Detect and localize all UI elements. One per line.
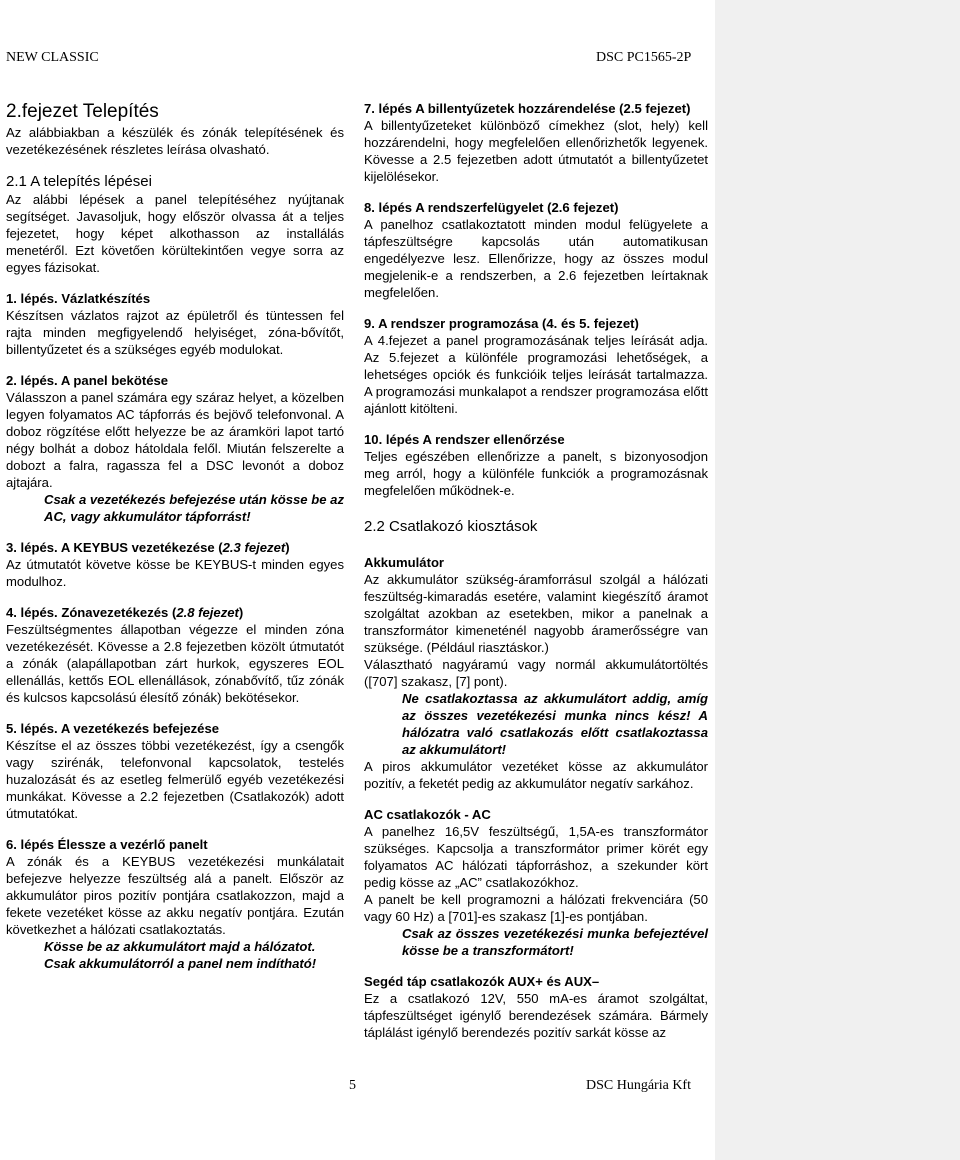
section-2-1-title: 2.1 A telepítés lépései <box>6 173 152 190</box>
step3-title-ref: 2.3 fejezet <box>222 540 286 555</box>
margin-panel <box>715 0 960 1160</box>
ac-text-1: A panelhez 16,5V feszültségű, 1,5A-es transzformátor szükséges. Kapcsolja a transzformátor primer körét egy folyamatos AC hálózati tápforráshoz, a szekunder kört pedig kösse az „AC” csatlakozókhoz. <box>364 824 708 890</box>
step6-text: A zónák és a KEYBUS vezetékezési munkálatait befejezve helyezze feszültség alá a panelt. Először az akkumulátor piros pozitív pontjára csatlakozzon, majd a fekete vezetéket kösse az akku negatív pontjára. Ezután következhet a hálózati csatlakoztatás. <box>6 854 344 937</box>
step1-text: Készítsen vázlatos rajzot az épületről és tüntessen fel rajta minden megfigyelendő helyiséget, zóna-bővítőt, billentyűzetet és a szükséges egyéb modulokat. <box>6 308 344 357</box>
step2-text: Válasszon a panel számára egy száraz helyet, a közelben legyen folyamatos AC tápforrás és bejövő telefonvonal. A doboz rögzítése előtt helyezze be az áramköri lapot tartó négy bolhát a doboz hátoldala felől. Miután felszerelte a dobozt a falra, ragassza fel a DSC levonót a doboz ajtajára. <box>6 390 344 490</box>
chapter-title: 2.fejezet Telepítés <box>6 101 159 122</box>
ac-text-2: A panelt be kell programozni a hálózati frekvenciára (50 vagy 60 Hz) a [701]-es szakasz [1]-es pontjában. <box>364 892 708 924</box>
footer-company: DSC Hungária Kft <box>586 1078 691 1093</box>
akku-text-1: Az akkumulátor szükség-áramforrásul szolgál a hálózati feszültség-kimaradás esetére, valamint kiegészítő áramot szolgáltat azokban az esetekben, mikor a panelnak a transzformátor kimeneténél nagyobb áramerősségre van szüksége. (Például riasztáskor.) <box>364 572 708 655</box>
ac-title: AC csatlakozók - AC <box>364 807 491 822</box>
left-column <box>6 100 344 972</box>
header-left: NEW CLASSIC <box>6 50 99 65</box>
step3-title-a: 3. lépés. A KEYBUS vezetékezése ( <box>6 540 223 555</box>
step3-text: Az útmutatót követve kösse be KEYBUS-t minden egyes modulhoz. <box>6 557 344 589</box>
section-2-2-title: 2.2 Csatlakozó kiosztások <box>364 518 538 535</box>
step6-title: 6. lépés Élessze a vezérlő panelt <box>6 837 208 852</box>
chapter-intro: Az alábbiakban a készülék és zónák telepítésének és vezetékezésének részletes leírása olvasható. <box>6 125 344 157</box>
step1-title: 1. lépés. Vázlatkészítés <box>6 291 151 306</box>
akku-warning: Ne csatlakoztassa az akkumulátort addig, amíg az összes vezetékezési munka nincs kész! A hálózatra való csatlakozás előtt csatlakoztassa az akkumulátort! <box>402 691 708 757</box>
step5-text: Készítse el az összes többi vezetékezést, így a csengők vagy szirénák, telefonvonal kapcsolatok, testelés huzalozását és az esetleg felmerülő egyéb vezetékezési munkákat. Kövesse a 2.2 fejezetben (Csatlakozók) adott útmutatókat. <box>6 738 344 821</box>
ac-warning: Csak az összes vezetékezési munka befejeztével kösse be a transzformátort! <box>402 926 708 958</box>
step5-title: 5. lépés. A vezetékezés befejezése <box>6 721 220 736</box>
step10-text: Teljes egészében ellenőrizze a panelt, s bizonyosodjon meg arról, hogy a különféle funkciók a programozásnak megfelelően működnek-e. <box>364 449 708 498</box>
step8-text: A panelhoz csatlakoztatott minden modul felügyelete a tápfeszültségre kapcsolás után automatikusan engedélyezve lesz. Ellenőrizze, hogy az összes modul megjelenik-e a rendszerben, a 2.6 fejezetben leírtaknak megfelelően. <box>364 217 708 300</box>
step4-title <box>6 604 344 621</box>
step9-title: 9. A rendszer programozása (4. és 5. fejezet) <box>364 316 639 331</box>
aux-text: Ez a csatlakozó 12V, 550 mA-es áramot szolgáltat, tápfeszültséget igénylő berendezések számára. Bármely táplálást igénylő berendezés pozitív sarkát kösse az <box>364 991 708 1040</box>
header-right: DSC PC1565-2P <box>596 50 692 65</box>
akku-text-2: Választható nagyáramú vagy normál akkumulátortöltés ([707] szakasz, [7] pont). <box>364 657 708 689</box>
right-column <box>364 100 708 1041</box>
akku-text-3: A piros akkumulátor vezetéket kösse az akkumulátor pozitív, a feketét pedig az akkumulátor negatív sarkához. <box>364 759 708 791</box>
step6-warning-1: Kösse be az akkumulátort majd a hálózatot. <box>44 939 316 954</box>
step4-title-c: ) <box>238 605 244 620</box>
step10-title: 10. lépés A rendszer ellenőrzése <box>364 432 565 447</box>
page-number: 5 <box>349 1078 356 1093</box>
step9-text: A 4.fejezet a panel programozásának teljes leírását adja. Az 5.fejezet a különféle programozási lehetőségek, a lehetséges opciók és funkcióik teljes leírását tartalmazza. A programozási munkalapot a rendszer programozása előtt ajánlott kitölteni. <box>364 333 708 416</box>
step4-title-a: 4. lépés. Zónavezetékezés ( <box>6 605 177 620</box>
step2-warning: Csak a vezetékezés befejezése után kösse be az AC, vagy akkumulátor tápforrást! <box>44 492 344 524</box>
step6-warning-2: Csak akkumulátorról a panel nem indítható! <box>44 956 317 971</box>
section-2-1-text: Az alábbi lépések a panel telepítéséhez nyújtanak segítséget. Javasoljuk, hogy először olvassa át a teljes fejezetet, hogy képet alkothasson az installálás menetéről. Ezt követően körültekintően vegye sorra az egyes fázisokat. <box>6 192 344 275</box>
step8-title: 8. lépés A rendszerfelügyelet (2.6 fejezet) <box>364 200 619 215</box>
step3-title <box>6 539 344 556</box>
step2-title: 2. lépés. A panel bekötése <box>6 373 169 388</box>
step4-title-ref: 2.8 fejezet <box>176 605 239 620</box>
akku-title: Akkumulátor <box>364 555 445 570</box>
step7-text: A billentyűzeteket különböző címekhez (slot, hely) kell hozzárendelni, hogy megfelelően ellenőrizhetők legyenek. Kövesse a 2.5 fejezetben adott útmutatót a billentyűzetet kijelölésekor. <box>364 118 708 184</box>
step3-title-c: ) <box>285 540 290 555</box>
step4-text: Feszültségmentes állapotban végezze el minden zóna vezetékezését. Kövesse a 2.8 fejezetben közölt útmutatót a zónák (alapállapotban zárt hurkok, egyszeres EOL ellenállás, kettős EOL ellenállások, zónabővítő, tűz zónák és kulcsos kapcsolású élesítő zónák) bekötésekor. <box>6 622 344 705</box>
step7-title: 7. lépés A billentyűzetek hozzárendelése (2.5 fejezet) <box>364 101 691 116</box>
aux-title: Segéd táp csatlakozók AUX+ és AUX– <box>364 974 600 989</box>
